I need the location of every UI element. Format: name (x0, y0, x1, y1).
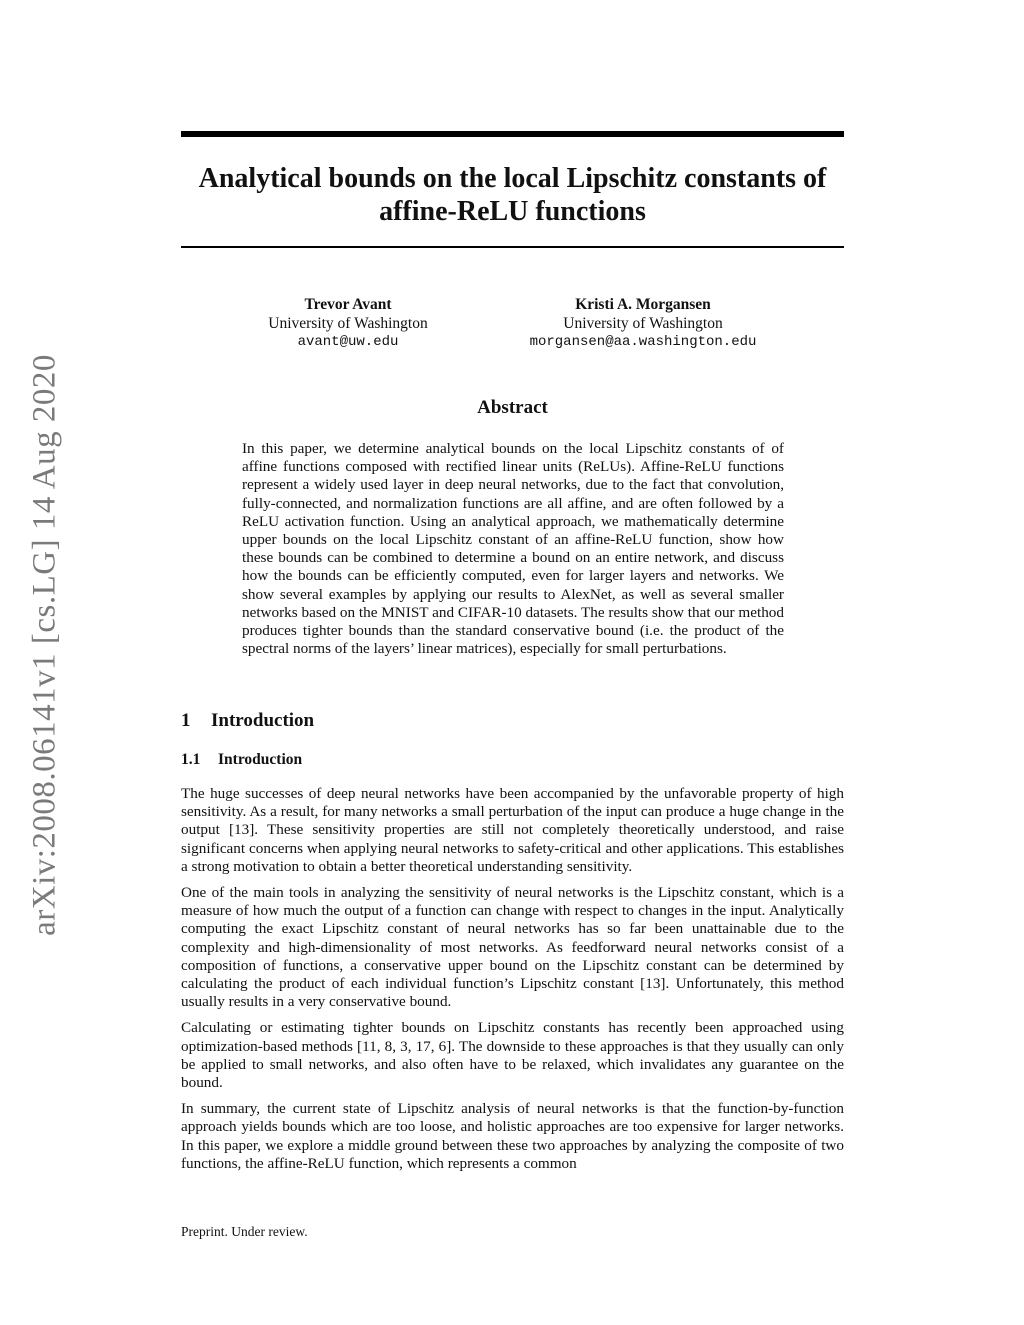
paper-title: Analytical bounds on the local Lipschitz constants of affine-ReLU functions (198, 163, 827, 227)
subsection-number: 1.1 (181, 751, 201, 768)
body-paragraph: Calculating or estimating tighter bounds on Lipschitz constants has recently been approached using optimization-based methods [11, 8, 3, 17, 6]. The downside to these approaches is that they usually can only be applied to small networks, and also often have to be relaxed, which invalidates any guarantee on the bound. (181, 1019, 844, 1092)
preprint-footer: Preprint. Under review. (181, 1224, 308, 1239)
author-email: avant@uw.edu (297, 334, 399, 350)
body-paragraph: One of the main tools in analyzing the sensitivity of neural networks is the Lipschitz constant, which is a measure of how much the output of a function can change with respect to changes in the input. Analytically computing the exact Lipschitz constant of neural networks has so far been unattainable due to the complexity and high-dimensionality of most networks. As feedforward neural networks consist of a composition of functions, a conservative upper bound on the Lipschitz constant can be determined by calculating the product of each individual function’s Lipschitz constant [13]. Unfortunately, this method usually results in a very conservative bound. (181, 884, 844, 1011)
body-paragraph: The huge successes of deep neural networks have been accompanied by the unfavorable property of high sensitivity. As a result, for many networks a small perturbation of the input can produce a huge change in the output [13]. These sensitivity properties are still not completely theoretically understood, and raise significant concerns when applying neural networks to safety-critical and other applications. This establishes a strong motivation to obtain a better theoretical understanding sensitivity. (181, 785, 844, 875)
title-bottom-rule (181, 246, 844, 248)
author-affiliation: University of Washington (563, 315, 723, 332)
subsection-title: Introduction (218, 751, 303, 768)
introduction-body (181, 785, 844, 1181)
body-paragraph: In summary, the current state of Lipschitz analysis of neural networks is that the function-by-function approach yields bounds which are too loose, and holistic approaches are too expensive for larger networks. In this paper, we explore a middle ground between these two approaches by analyzing the composite of two functions, the affine-ReLU function, which represents a common (181, 1100, 844, 1172)
author-name: Kristi A. Morgansen (575, 296, 711, 313)
arxiv-identifier-stamp: arXiv:2008.06141v1 [cs.LG] 14 Aug 2020 (26, 354, 63, 936)
author-affiliation: University of Washington (268, 315, 428, 332)
author-block-1 (198, 295, 498, 352)
abstract-heading: Abstract (477, 397, 548, 418)
title-top-rule (181, 131, 844, 137)
author-block-2 (493, 295, 793, 352)
subsection-heading (181, 751, 302, 769)
author-email: morgansen@aa.washington.edu (529, 334, 757, 350)
abstract-text: In this paper, we determine analytical bounds on the local Lipschitz constants of of affine functions composed with rectified linear units (ReLUs). Affine-ReLU functions represent a widely used layer in deep neural networks, due to the fact that convolution, fully-connected, and normalization functions are all affine, and are often followed by a ReLU activation function. Using an analytical approach, we mathematically determine upper bounds on the local Lipschitz constant of an affine-ReLU function, show how these bounds can be combined to determine a bound on an entire network, and discuss how the bounds can be efficiently computed, even for larger layers and networks. We show several examples by applying our results to AlexNet, as well as several smaller networks based on the MNIST and CIFAR-10 datasets. The results show that our method produces tighter bounds than the standard conservative bound (i.e. the product of the spectral norms of the layers’ linear matrices), especially for small perturbations. (242, 440, 784, 658)
author-name: Trevor Avant (304, 296, 392, 313)
section-title: Introduction (211, 710, 315, 731)
section-number: 1 (181, 710, 191, 731)
section-heading (181, 710, 314, 732)
